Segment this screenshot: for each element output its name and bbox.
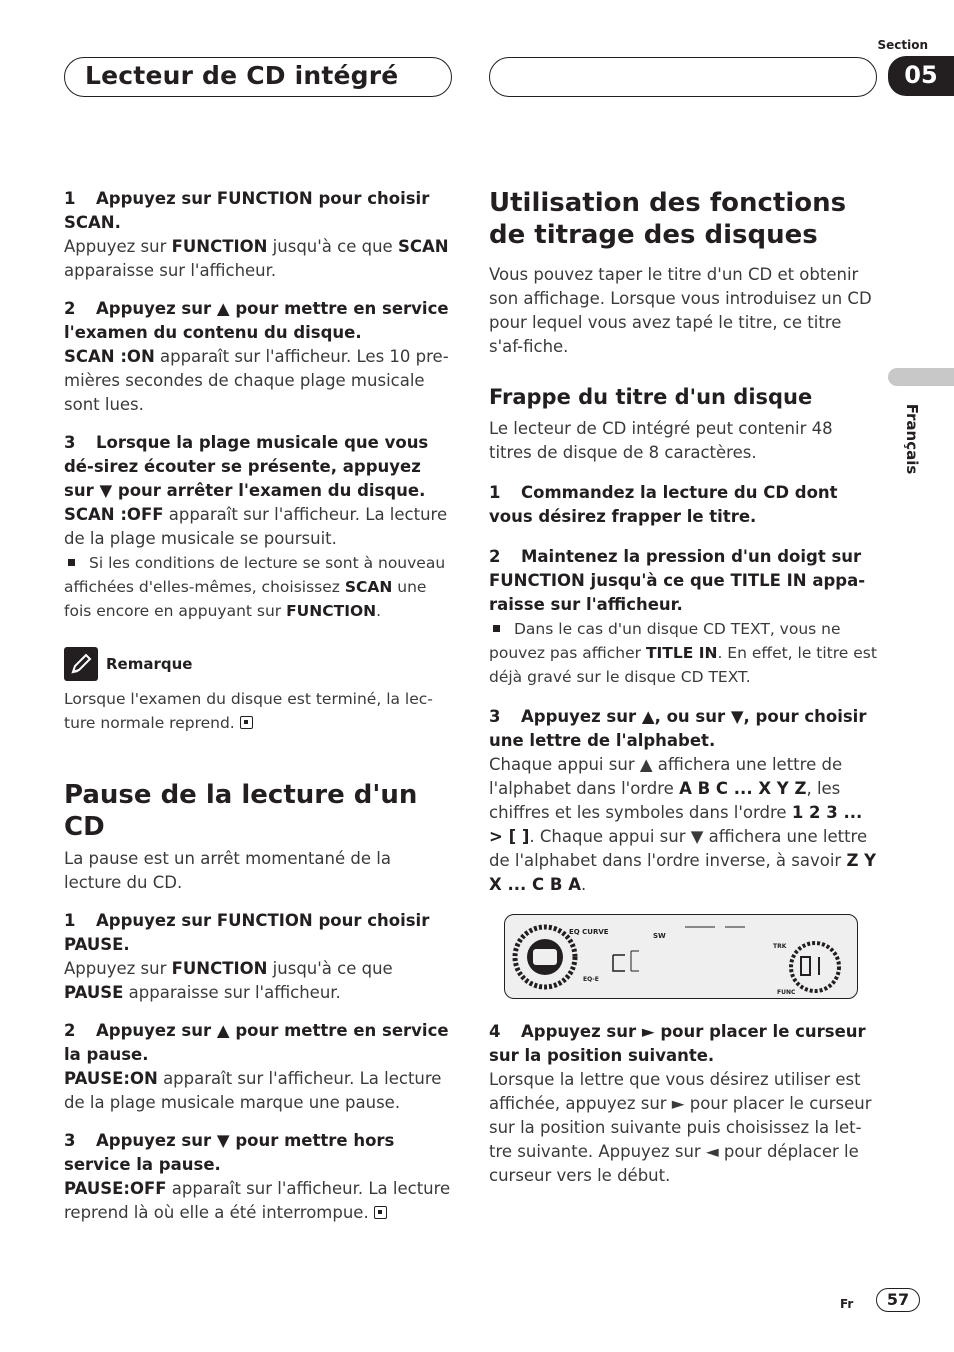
chapter-title-box	[64, 57, 452, 97]
end-mark-icon	[374, 1206, 387, 1219]
right-column-lower	[489, 1020, 877, 1188]
right-column	[489, 187, 877, 897]
pause-step-3-body: PAUSE:OFF apparaît sur l'afficheur. La lecture reprend là où elle a été interrompue.	[64, 1179, 451, 1222]
title-step-2: 2 Maintenez la pression d'un doigt sur FUNCTION jusqu'à ce que TITLE IN appa-raisse sur l'afficheur.	[489, 547, 866, 614]
left-column	[64, 187, 452, 1225]
bullet-square-icon	[68, 559, 75, 566]
pencil-note-icon	[64, 647, 98, 681]
scan-step-2: 2 Appuyez sur ▲ pour mettre en service l'examen du contenu du disque.	[64, 299, 449, 342]
subheading: Frappe du titre d'un disque	[489, 385, 813, 409]
scan-bullet: Si les conditions de lecture se sont à nouveau affichées d'elles-mêmes, choisissez SCAN une fois encore en appuyant sur FUNCTION.	[64, 554, 446, 620]
scan-step-1-body: Appuyez sur FUNCTION jusqu'à ce que SCAN apparaisse sur l'afficheur.	[64, 237, 449, 280]
eq-e-label: EQ-E	[583, 976, 599, 983]
note-header	[64, 647, 452, 681]
pause-step-2-body: PAUSE:ON apparaît sur l'afficheur. La lecture de la plage musicale marque une pause.	[64, 1069, 442, 1112]
lcd-display-graphic	[505, 915, 857, 998]
func-label: FUNC	[777, 989, 796, 996]
pause-step-1-body: Appuyez sur FUNCTION jusqu'à ce que PAUSE apparaisse sur l'afficheur.	[64, 959, 393, 1002]
title-step-3: 3 Appuyez sur ▲, ou sur ▼, pour choisir une lettre de l'alphabet.	[489, 707, 867, 750]
sub-intro: Le lecteur de CD intégré peut contenir 48 titres de disque de 8 caractères.	[489, 419, 833, 462]
section-number: 05	[888, 56, 954, 96]
title-step-4-body: Lorsque la lettre que vous désirez utiliser est affichée, appuyez sur ► pour placer le curseur sur la position suivante puis choisissez la let-tre suivante. Appuyez sur ◄ pour déplacer le curseur vers le début.	[489, 1070, 872, 1185]
pause-step-2: 2 Appuyez sur ▲ pour mettre en service la pause.	[64, 1021, 449, 1064]
pause-step-1: 1 Appuyez sur FUNCTION pour choisir PAUSE.	[64, 911, 430, 954]
pause-step-3: 3 Appuyez sur ▼ pour mettre hors service la pause.	[64, 1131, 395, 1174]
page-number: 57	[876, 1288, 920, 1312]
scan-step-2-body: SCAN :ON apparaît sur l'afficheur. Les 10 pre-mières secondes de chaque plage musicale sont lues.	[64, 347, 449, 414]
title-step-1: 1 Commandez la lecture du CD dont vous désirez frapper le titre.	[489, 483, 838, 526]
title-step-3-body: Chaque appui sur ▲ affichera une lettre de l'alphabet dans l'ordre A B C ... X Y Z, les chiffres et les symboles dans l'ordre 1 2 3 ... > [ ]. Chaque appui sur ▼ affichera une lettre de l'alphabet dans l'ordre inverse, à savoir Z Y X ... C B A.	[489, 755, 877, 894]
language-tab	[888, 368, 954, 386]
scan-step-3: 3 Lorsque la plage musicale que vous dé-sirez écouter se présente, appuyez sur ▼ pour arrêter l'examen du disque.	[64, 433, 429, 500]
scan-step-3-body: SCAN :OFF apparaît sur l'afficheur. La lecture de la plage musicale se poursuit.	[64, 505, 448, 548]
footer-language: Fr	[840, 1297, 854, 1311]
note-text: Lorsque l'examen du disque est terminé, la lec-ture normale reprend.	[64, 690, 433, 732]
title-step-4: 4 Appuyez sur ► pour placer le curseur sur la position suivante.	[489, 1022, 866, 1065]
end-mark-icon	[240, 716, 253, 729]
title-step-2-bullet: Dans le cas d'un disque CD TEXT, vous ne pouvez pas afficher TITLE IN. En effet, le titre est déjà gravé sur le disque CD TEXT.	[489, 620, 877, 686]
scan-step-1: 1 Appuyez sur FUNCTION pour choisir SCAN.	[64, 189, 430, 232]
pause-intro: La pause est un arrêt momentané de la lecture du CD.	[64, 849, 391, 892]
title-section-intro: Vous pouvez taper le titre d'un CD et obtenir son affichage. Lorsque vous introduisez un CD pour lequel vous avez tapé le titre, ce titre s'af-fiche.	[489, 265, 872, 356]
eq-curve-label: EQ CURVE	[569, 928, 609, 936]
title-section-heading: Utilisation des fonctions de titrage des disques	[489, 188, 847, 250]
pause-heading: Pause de la lecture d'un CD	[64, 780, 418, 842]
language-label: Français	[903, 403, 921, 475]
note-title: Remarque	[106, 655, 193, 673]
section-label: Section	[877, 38, 928, 52]
sw-label: SW	[653, 932, 666, 940]
bullet-square-icon	[493, 625, 500, 632]
header-empty-box	[489, 57, 877, 97]
trk-label: TRK	[773, 943, 787, 950]
chapter-title: Lecteur de CD intégré	[85, 61, 399, 90]
lcd-display-illustration	[504, 914, 858, 999]
